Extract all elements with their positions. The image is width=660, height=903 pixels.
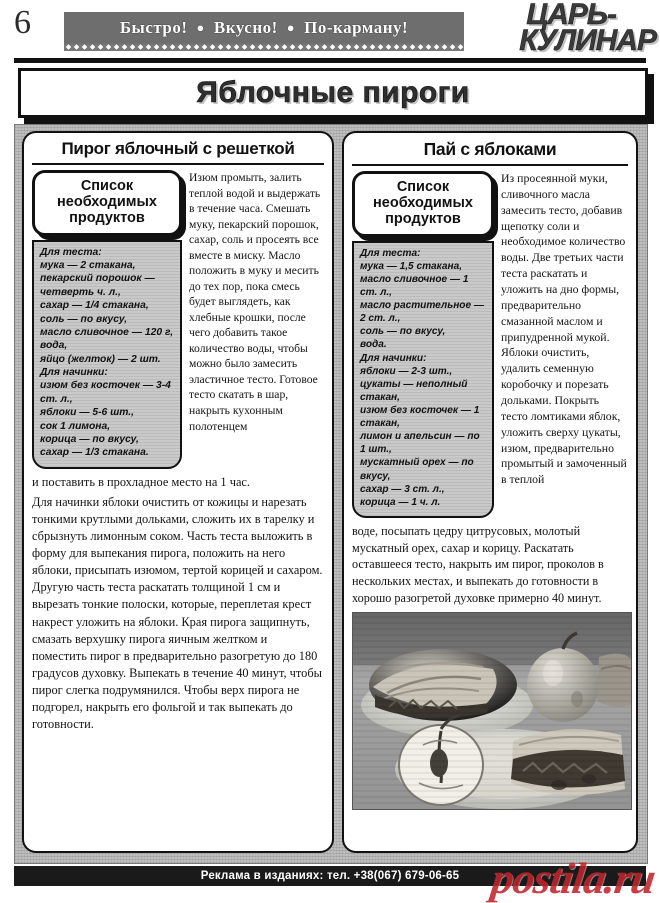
article-intro-paragraph: Из просеянной муки, сливочного масла замесить тесто, добавив щепотку соли и необходимое количество воды. Две третьих части теста раскатать и уложить на дно формы, предварительно смазанной маслом и припудренной мукой. Яблоки очистить, удалить семенную коробочку и порезать дольками. Покрыть тесто ломтиками яблок, уложить сверху цукаты, изюм, предварительно промытый и замоченный в теплой <box>501 171 627 487</box>
ingredient-item: масло растительное — 2 ст. л., <box>360 300 484 325</box>
ingredient-item: изюм без косточек — 3-4 ст. л., <box>40 380 171 405</box>
footer-contact-text: Реклама в изданиях: тел. +38(067) 679-06-65 <box>200 870 460 882</box>
slogan-part-1: Быстро! <box>119 18 188 37</box>
ingredient-item: вода. <box>360 339 387 351</box>
article-paragraph: Для начинки яблоки очистить от кожицы и нарезать тонкими крутлыми дольками, сложить их в тарелку и сбрызнуть лимонным соком. Часть теста выложить в форму для выпекания пирога, положить на него яблоки, присыпать изюмом, тертой корицей и сахаром. Другую часть теста раскатать толщиной 1 см и вырезать тонкие полоски, которые, переплетая крест накрест уложить на яблоки. Края пирога защипнуть, смазать верхушку пирога яичным желтком и поместить пирог в предварительно разогретую до 180 градусов духовку. Выпекать в течение 40 минут, чтобы пирог слегка подрумянился. Чтобы верх пирога не подгорел, накрыть его фольгой и так выпекать до готовности. <box>32 494 323 732</box>
ingredients-list-left <box>32 240 182 469</box>
ingredient-group-label: Для начинки: <box>40 367 108 379</box>
ingredient-item: соль — по вкусу, <box>360 326 446 338</box>
ingredient-item: вода, <box>40 340 68 352</box>
ingredient-group-label: Для теста: <box>360 247 421 259</box>
slogan-part-2: Вкусно! <box>213 18 278 37</box>
article-title-divider-left <box>32 163 324 165</box>
article-paragraph: и поставить в прохладное место на 1 час. <box>32 474 251 489</box>
ingredient-item: корица — по вкусу, <box>40 433 139 445</box>
ingredient-item: сок 1 лимона, <box>40 420 111 432</box>
publication-logo-line2: КУЛИНАР <box>519 24 656 57</box>
ingredient-item: сахар — 1/3 стакана. <box>40 447 149 459</box>
section-title-banner <box>18 68 648 118</box>
article-card-left <box>22 131 334 853</box>
ingredient-item: масло сливочное — 1 ст. л., <box>360 273 469 299</box>
article-title-left: Пирог яблочный с решеткой <box>61 139 295 158</box>
ingredient-item: сахар — 1/4 стакана, <box>40 300 149 312</box>
apple-pie-photo-illustration <box>353 613 631 809</box>
ingredient-item: мука — 1,5 стакана, <box>360 260 463 272</box>
ingredient-item: яйцо (желток) — 2 шт. <box>40 353 161 365</box>
ingredients-heading-left: Список необходимых продуктов <box>32 170 182 236</box>
masthead <box>0 0 660 62</box>
ingredient-item: соль — по вкусу, <box>40 313 128 325</box>
ingredient-item: лимон и апельсин — по 1 шт., <box>360 431 480 456</box>
ingredient-group-label: Для теста: <box>40 246 102 258</box>
ingredient-item: изюм без косточек — 1 стакан, <box>360 405 480 430</box>
ingredient-item: масло сливочное — 120 г, <box>40 326 174 338</box>
article-card-right <box>342 131 638 853</box>
ingredient-item: цукаты — неполный стакан, <box>360 378 468 403</box>
site-watermark: postila.ru <box>488 854 658 903</box>
slogan-separator-2: ● <box>286 20 296 35</box>
ingredient-item: яблоки — 2-3 шт., <box>360 365 453 377</box>
article-title-right: Пай с яблоками <box>423 139 557 159</box>
page-number: 6 <box>14 4 31 41</box>
ingredients-list-right <box>352 241 494 518</box>
masthead-rule <box>14 58 646 63</box>
ingredients-box-left <box>32 170 182 469</box>
publication-logo-line1: ЦАРЬ- <box>526 0 616 31</box>
ingredient-item: пекарский порошок — четверть ч. л., <box>40 273 155 298</box>
ingredient-item: мускатный орех — по вкусу, <box>360 457 474 482</box>
page-title: Яблочные пироги <box>196 76 470 109</box>
article-body-left <box>32 473 324 734</box>
ingredient-group-label: Для начинки: <box>360 352 427 364</box>
ingredients-box-right <box>352 171 494 518</box>
article-paragraph: воде, посыпать цедру цитрусовых, молотый мускатный орех, сахар и корицу. Раскатать оставшееся тесто, накрыть им пирог, проколов в нескольких местах, и выпекать до готовности в хорошо разогретой духовке примерно 40 минут. <box>352 523 604 605</box>
article-body-right <box>352 522 628 607</box>
slogan-banner <box>64 12 464 44</box>
ingredients-heading-right: Список необходимых продуктов <box>352 171 494 237</box>
recipe-photo <box>352 612 632 810</box>
content-area <box>14 124 648 864</box>
ingredient-item: сахар — 3 ст. л., <box>360 483 445 495</box>
ingredient-item: мука — 2 стакана, <box>40 260 136 272</box>
publication-logo <box>460 0 656 58</box>
ingredient-item: яблоки — 5-6 шт., <box>40 407 135 419</box>
article-title-divider-right <box>352 164 628 166</box>
article-intro-paragraph: Изюм промыть, залить теплой водой и выдержать в течение часа. Смешать муку, пекарский порошок, сахар, соль и просеять все вместе в миску. Масло положить в муку и месить до тех пор, пока смесь будет выглядеть, как хлебные крошки, после чего добавить такое количество воды, чтобы можно было замесить эластичное тесто. Готовое тесто скатать в шар, накрыть кухонным полотенцем <box>189 171 321 433</box>
slogan-part-3: По-карману! <box>304 18 409 37</box>
slogan-separator-1: ● <box>196 20 205 35</box>
ingredient-item: корица — 1 ч. л. <box>360 496 441 508</box>
footer-ad-bar <box>14 866 646 886</box>
